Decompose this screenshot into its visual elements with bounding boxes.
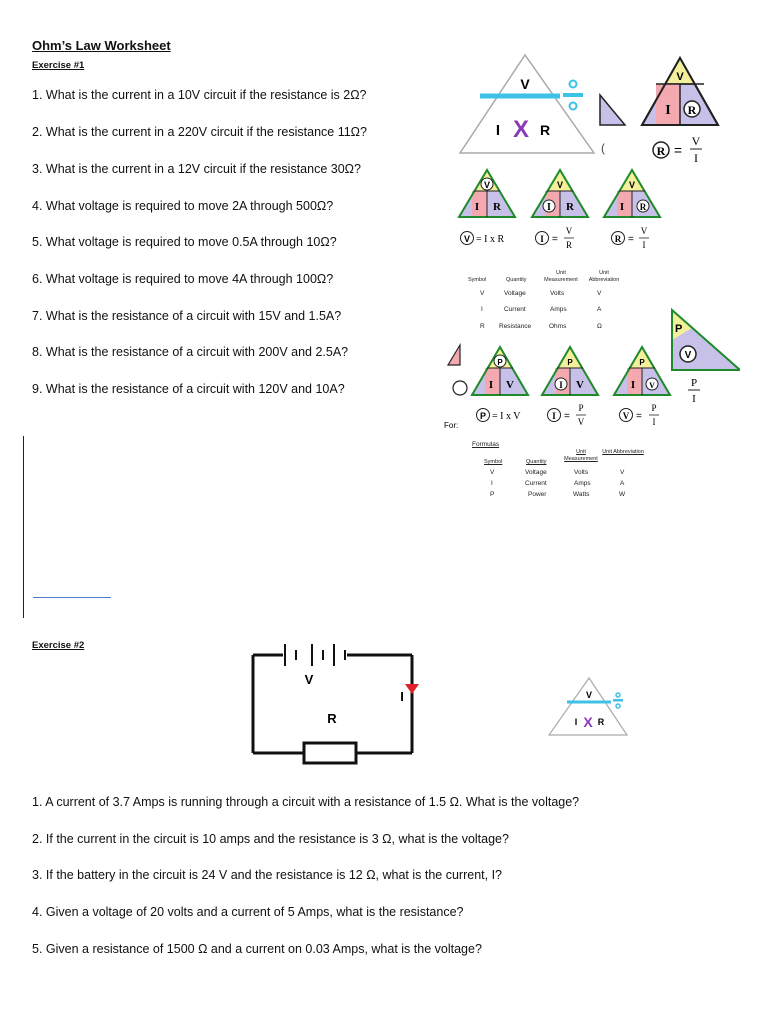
svg-text:P: P [651,403,657,413]
formulas-cell: Amps [574,480,591,487]
exercise-1-question: 2. What is the current in a 220V circuit if the resistance 11Ω? [32,125,367,139]
svg-text:V: V [691,134,701,148]
exercise-1-question: 3. What is the current in a 12V circuit if the resistance 30Ω? [32,162,361,176]
svg-text:=: = [564,411,570,422]
power-formula-p [477,409,522,423]
svg-text:R: R [597,717,605,727]
units-cell: A [597,306,602,313]
battery-symbol [285,644,345,666]
exercise-1-heading: Exercise #1 [32,60,85,71]
big-triangle-i: I [495,122,501,139]
svg-text:R: R [565,240,573,250]
formulas-table [470,438,650,504]
units-cell: V [597,290,602,297]
svg-text:I: I [559,380,563,390]
current-arrow-icon [405,684,419,694]
svg-text:P: P [578,403,584,413]
exercise-2-question: 1. A current of 3.7 Amps is running through a circuit with a resistance of 1.5 Ω. What is the voltage? [32,795,580,809]
svg-text:=: = [673,142,683,158]
exercise-1-question: 9. What is the resistance of a circuit with 120V and 10A? [32,382,345,396]
formulas-header: Quantity [526,459,547,465]
svg-text:P: P [497,358,503,367]
svg-text:V: V [576,379,584,391]
exercise-1-question: 7. What is the resistance of a circuit with 15V and 1.5A? [32,309,342,323]
formulas-cell: Voltage [525,469,547,476]
edge-power-triangle [672,310,740,405]
formulas-cell: Volts [574,469,589,476]
svg-text:= I x V: = I x V [492,411,521,422]
svg-text:V: V [577,417,585,427]
partial-triangle [600,95,625,125]
exercise-1-question: 1. What is the current in a 10V circuit if the resistance is 2Ω? [32,88,367,102]
formulas-cell: Power [528,491,547,498]
svg-text:X: X [583,714,593,730]
svg-text:V: V [628,180,636,190]
resistor-symbol [304,743,356,763]
power-formula-v [620,403,660,427]
exercise-1-question: 4. What voltage is required to move 2A through 500Ω? [32,199,334,213]
svg-text:V: V [622,411,630,421]
units-header: Quantity [506,277,527,283]
big-triangle-r: R [539,122,551,138]
svg-text:V: V [483,180,491,190]
svg-text:R: R [614,234,622,244]
svg-text:P: P [675,323,683,335]
formulas-cell: P [490,491,495,498]
ohm-triangle-r [604,170,660,217]
units-header: Unit Measurement [544,270,578,283]
ohm-triangle-v [459,170,515,217]
svg-text:I: I [474,201,480,213]
svg-text:=: = [636,411,642,422]
svg-text:R: R [639,202,647,212]
ohm-triangle-i [532,170,588,217]
formulas-cell: A [620,480,625,487]
circuit-v-label: V [304,672,314,687]
svg-text:I: I [547,202,551,213]
svg-text:R: R [656,144,666,158]
svg-text:V: V [649,381,655,390]
svg-text:=: = [628,234,634,245]
svg-text:R: R [566,201,574,213]
svg-text:P: P [690,377,698,389]
exercise-2-question: 5. Given a resistance of 1500 Ω and a current on 0.03 Amps, what is the voltage? [32,942,482,956]
svg-text:I: I [652,417,656,427]
edge-fragments [444,345,467,430]
formulas-cell: V [490,469,495,476]
units-cell: Amps [550,306,567,313]
svg-text:I: I [692,393,696,405]
svg-text:V: V [506,379,514,391]
power-triangle-i [542,347,598,395]
circuit-diagram [245,640,425,770]
units-cell: R [480,323,485,330]
formulas-header: Symbol [484,459,503,465]
svg-text:P: P [479,411,487,421]
units-cell: Volts [550,290,565,297]
exercise-1-question: 5. What voltage is required to move 0.5A through 10Ω? [32,235,337,249]
circuit-i-label: I [400,689,404,704]
svg-text:V: V [640,226,648,236]
formula-i [536,226,575,250]
r-formula-large [653,134,702,165]
svg-text:I: I [552,411,556,421]
svg-text:I: I [694,151,698,165]
units-cell: Ω [597,323,602,330]
ohm-triangle-r-highlight [642,58,718,125]
worksheet-title: Ohm’s Law Worksheet [32,38,171,53]
svg-text:=: = [552,234,558,245]
units-cell: Voltage [504,290,526,297]
formulas-label: Formulas [472,441,500,448]
exercise-2-question: 4. Given a voltage of 20 volts and a current of 5 Amps, what is the resistance? [32,905,464,919]
exercise-2-heading: Exercise #2 [32,640,85,651]
svg-text:I: I [619,201,625,213]
formula-r [612,226,650,250]
units-cell: Current [504,306,526,313]
svg-text:P: P [567,358,573,367]
svg-text:(: ( [601,141,605,155]
multiply-x: X [512,116,530,143]
svg-text:V: V [676,71,684,83]
exercise-2-question: 3. If the battery in the circuit is 24 V and the resistance is 12 Ω, what is the current, I? [32,868,502,882]
units-table [460,268,630,334]
circuit-r-label: R [327,711,337,726]
units-header: Unit Abbreviation [588,270,620,283]
formulas-cell: V [620,469,625,476]
svg-text:V: V [585,690,593,700]
svg-text:I: I [574,717,578,727]
formulas-header: Unit Measurement [564,449,598,462]
formulas-cell: W [619,491,626,498]
power-triangle-v [614,347,670,395]
formulas-cell: I [491,480,493,487]
small-ohm-triangle [546,676,630,738]
svg-text:V: V [565,226,573,236]
svg-text:V: V [684,350,692,361]
formulas-cell: Current [525,480,547,487]
big-triangle-v: V [520,76,530,92]
margin-line [23,436,24,618]
units-cell: V [480,290,485,297]
units-header: Symbol [468,277,487,283]
formulas-header: Unit Abbreviation [602,449,644,455]
power-formula-i [548,403,587,427]
big-ohm-triangle [460,55,594,153]
svg-text:V: V [463,234,471,244]
svg-text:I: I [642,240,646,250]
units-cell: Ohms [549,323,567,330]
svg-text:V: V [556,180,564,190]
svg-text:= I x R: = I x R [476,234,505,245]
svg-text:R: R [687,103,697,117]
power-triangle-p [472,347,528,395]
exercise-2-question: 2. If the current in the circuit is 10 amps and the resistance is 3 Ω, what is the voltage? [32,832,509,846]
exercise-1-question: 6. What voltage is required to move 4A through 100Ω? [32,272,334,286]
svg-text:R: R [493,201,501,213]
formulas-cell: Watts [573,491,590,498]
units-cell: I [481,306,483,313]
for-fragment: For: [444,421,459,430]
svg-text:I: I [488,379,494,391]
svg-text:I: I [665,103,671,118]
svg-text:I: I [630,379,636,391]
blue-underline [33,597,111,598]
svg-text:I: I [540,234,544,244]
exercise-1-question: 8. What is the resistance of a circuit with 200V and 2.5A? [32,345,349,359]
units-cell: Resistance [499,323,532,330]
svg-text:P: P [639,358,645,367]
formula-v [461,232,505,246]
